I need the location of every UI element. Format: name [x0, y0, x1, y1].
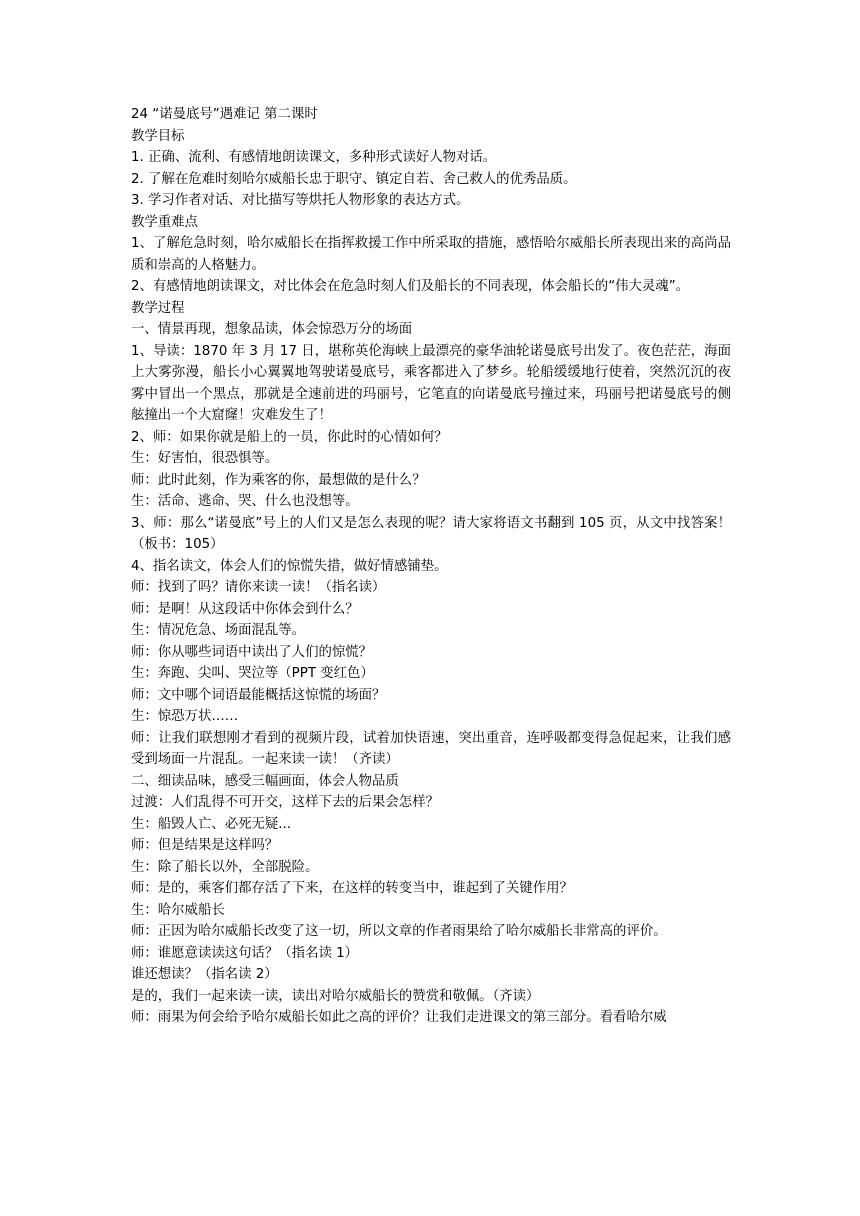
dialogue-line: 师：但是结果是这样吗？	[131, 838, 279, 853]
dialogue-line: 师：谁愿意读读这句话？（指名读 1）	[131, 945, 359, 961]
dialogue-line: 生：奔跑、尖叫、哭泣等（PPT 变红色）	[131, 666, 374, 681]
objective-item: 2. 了解在危难时刻哈尔威船长忠于职守、镇定自若、舍己救人的优秀品质。	[131, 171, 577, 187]
dialogue-line: 师：你从哪些词语中读出了人们的惊慌？	[131, 644, 373, 660]
dialogue-line: 生：活命、逃命、哭、什么也没想等。	[131, 494, 359, 509]
dialogue-line: 生：除了船长以外，全部脱险。	[131, 859, 319, 875]
process-step-heading: 二、细读品味，感受三幅画面，体会人物品质	[131, 773, 399, 789]
dialogue-line: 生：船毁人亡、必死无疑...	[131, 816, 292, 832]
section-heading-process: 教学过程	[131, 300, 185, 316]
dialogue-line: 生：好害怕，很恐惧等。	[131, 451, 279, 466]
paragraph: 1、导读：1870 年 3 月 17 日，堪称英伦海峡上最漂亮的豪华油轮诺曼底号出发了。夜色茫茫，海面上大雾弥漫，船长小心翼翼地驾驶诺曼底号，乘客都进入了梦乡。轮船缓缓地行使着，突然沉沉的夜雾中冒出一个黑点，那就是全速前进的玛丽号，它笔直的向诺曼底号撞过来，玛丽号把诺曼底号的侧舷撞出一个大窟窿！灾难发生了！	[131, 343, 731, 423]
key-point-item: 1、了解危急时刻，哈尔威船长在指挥救援工作中所采取的措施，感悟哈尔威船长所表现出来的高尚品质和崇高的人格魅力。	[131, 236, 731, 273]
dialogue-line: 生：情况危急、场面混乱等。	[131, 623, 306, 638]
key-point-item: 2、有感情地朗读课文，对比体会在危急时刻人们及船长的不同表现，体会船长的“伟大灵魂”。	[131, 279, 690, 294]
paragraph: 师：让我们联想刚才看到的视频片段，试着加快语速，突出重音，连呼吸都变得急促起来，让我们感受到场面一片混乱。一起来读一读！（齐读）	[131, 730, 731, 767]
dialogue-line: 师：文中哪个词语最能概括这惊慌的场面？	[131, 687, 386, 703]
section-heading-key-points: 教学重难点	[131, 214, 198, 230]
paragraph: 3、师：那么“诺曼底”号上的人们又是怎么表现的呢？请大家将语文书翻到 105 页，从文中找答案！（板书：105）	[131, 515, 731, 552]
dialogue-line: 过渡：人们乱得不可开交，这样下去的后果会怎样？	[131, 795, 439, 810]
document-body	[131, 104, 731, 1029]
dialogue-line: 谁还想读？（指名读 2）	[131, 967, 278, 982]
objective-item: 3. 学习作者对话、对比描写等烘托人物形象的表达方式。	[131, 193, 470, 208]
dialogue-line: 师：此时此刻，作为乘客的你，最想做的是什么？	[131, 472, 426, 488]
process-step-heading: 一、情景再现，想象品读，体会惊恐万分的场面	[131, 322, 413, 337]
dialogue-line: 师：是的，乘客们都存活了下来，在这样的转变当中，谁起到了关键作用？	[131, 881, 573, 896]
paragraph: 师：雨果为何会给予哈尔威船长如此之高的评价？让我们走进课文的第三部分。看看哈尔威	[131, 1010, 667, 1025]
dialogue-line: 师：找到了吗？请你来读一读！（指名读）	[131, 580, 386, 595]
dialogue-line: 2、师：如果你就是船上的一员，你此时的心情如何？	[131, 429, 448, 445]
dialogue-line: 生：哈尔威船长	[131, 902, 225, 918]
dialogue-line: 是的，我们一起来读一读，读出对哈尔威船长的赞赏和敬佩。（齐读）	[131, 988, 540, 1004]
dialogue-line: 师：是啊！从这段话中你体会到什么？	[131, 601, 359, 617]
dialogue-line: 生：惊恐万状……	[131, 709, 239, 724]
section-heading-objectives: 教学目标	[131, 128, 185, 144]
paragraph: 4、指名读文，体会人们的惊慌失措，做好情感铺垫。	[131, 558, 448, 574]
objective-item: 1. 正确、流利、有感情地朗读课文，多种形式读好人物对话。	[131, 150, 497, 165]
lesson-title: 24 “诺曼底号”遇难记 第二课时	[131, 107, 318, 122]
dialogue-line: 师：正因为哈尔威船长改变了这一切，所以文章的作者雨果给了哈尔威船长非常高的评价。	[131, 924, 667, 939]
